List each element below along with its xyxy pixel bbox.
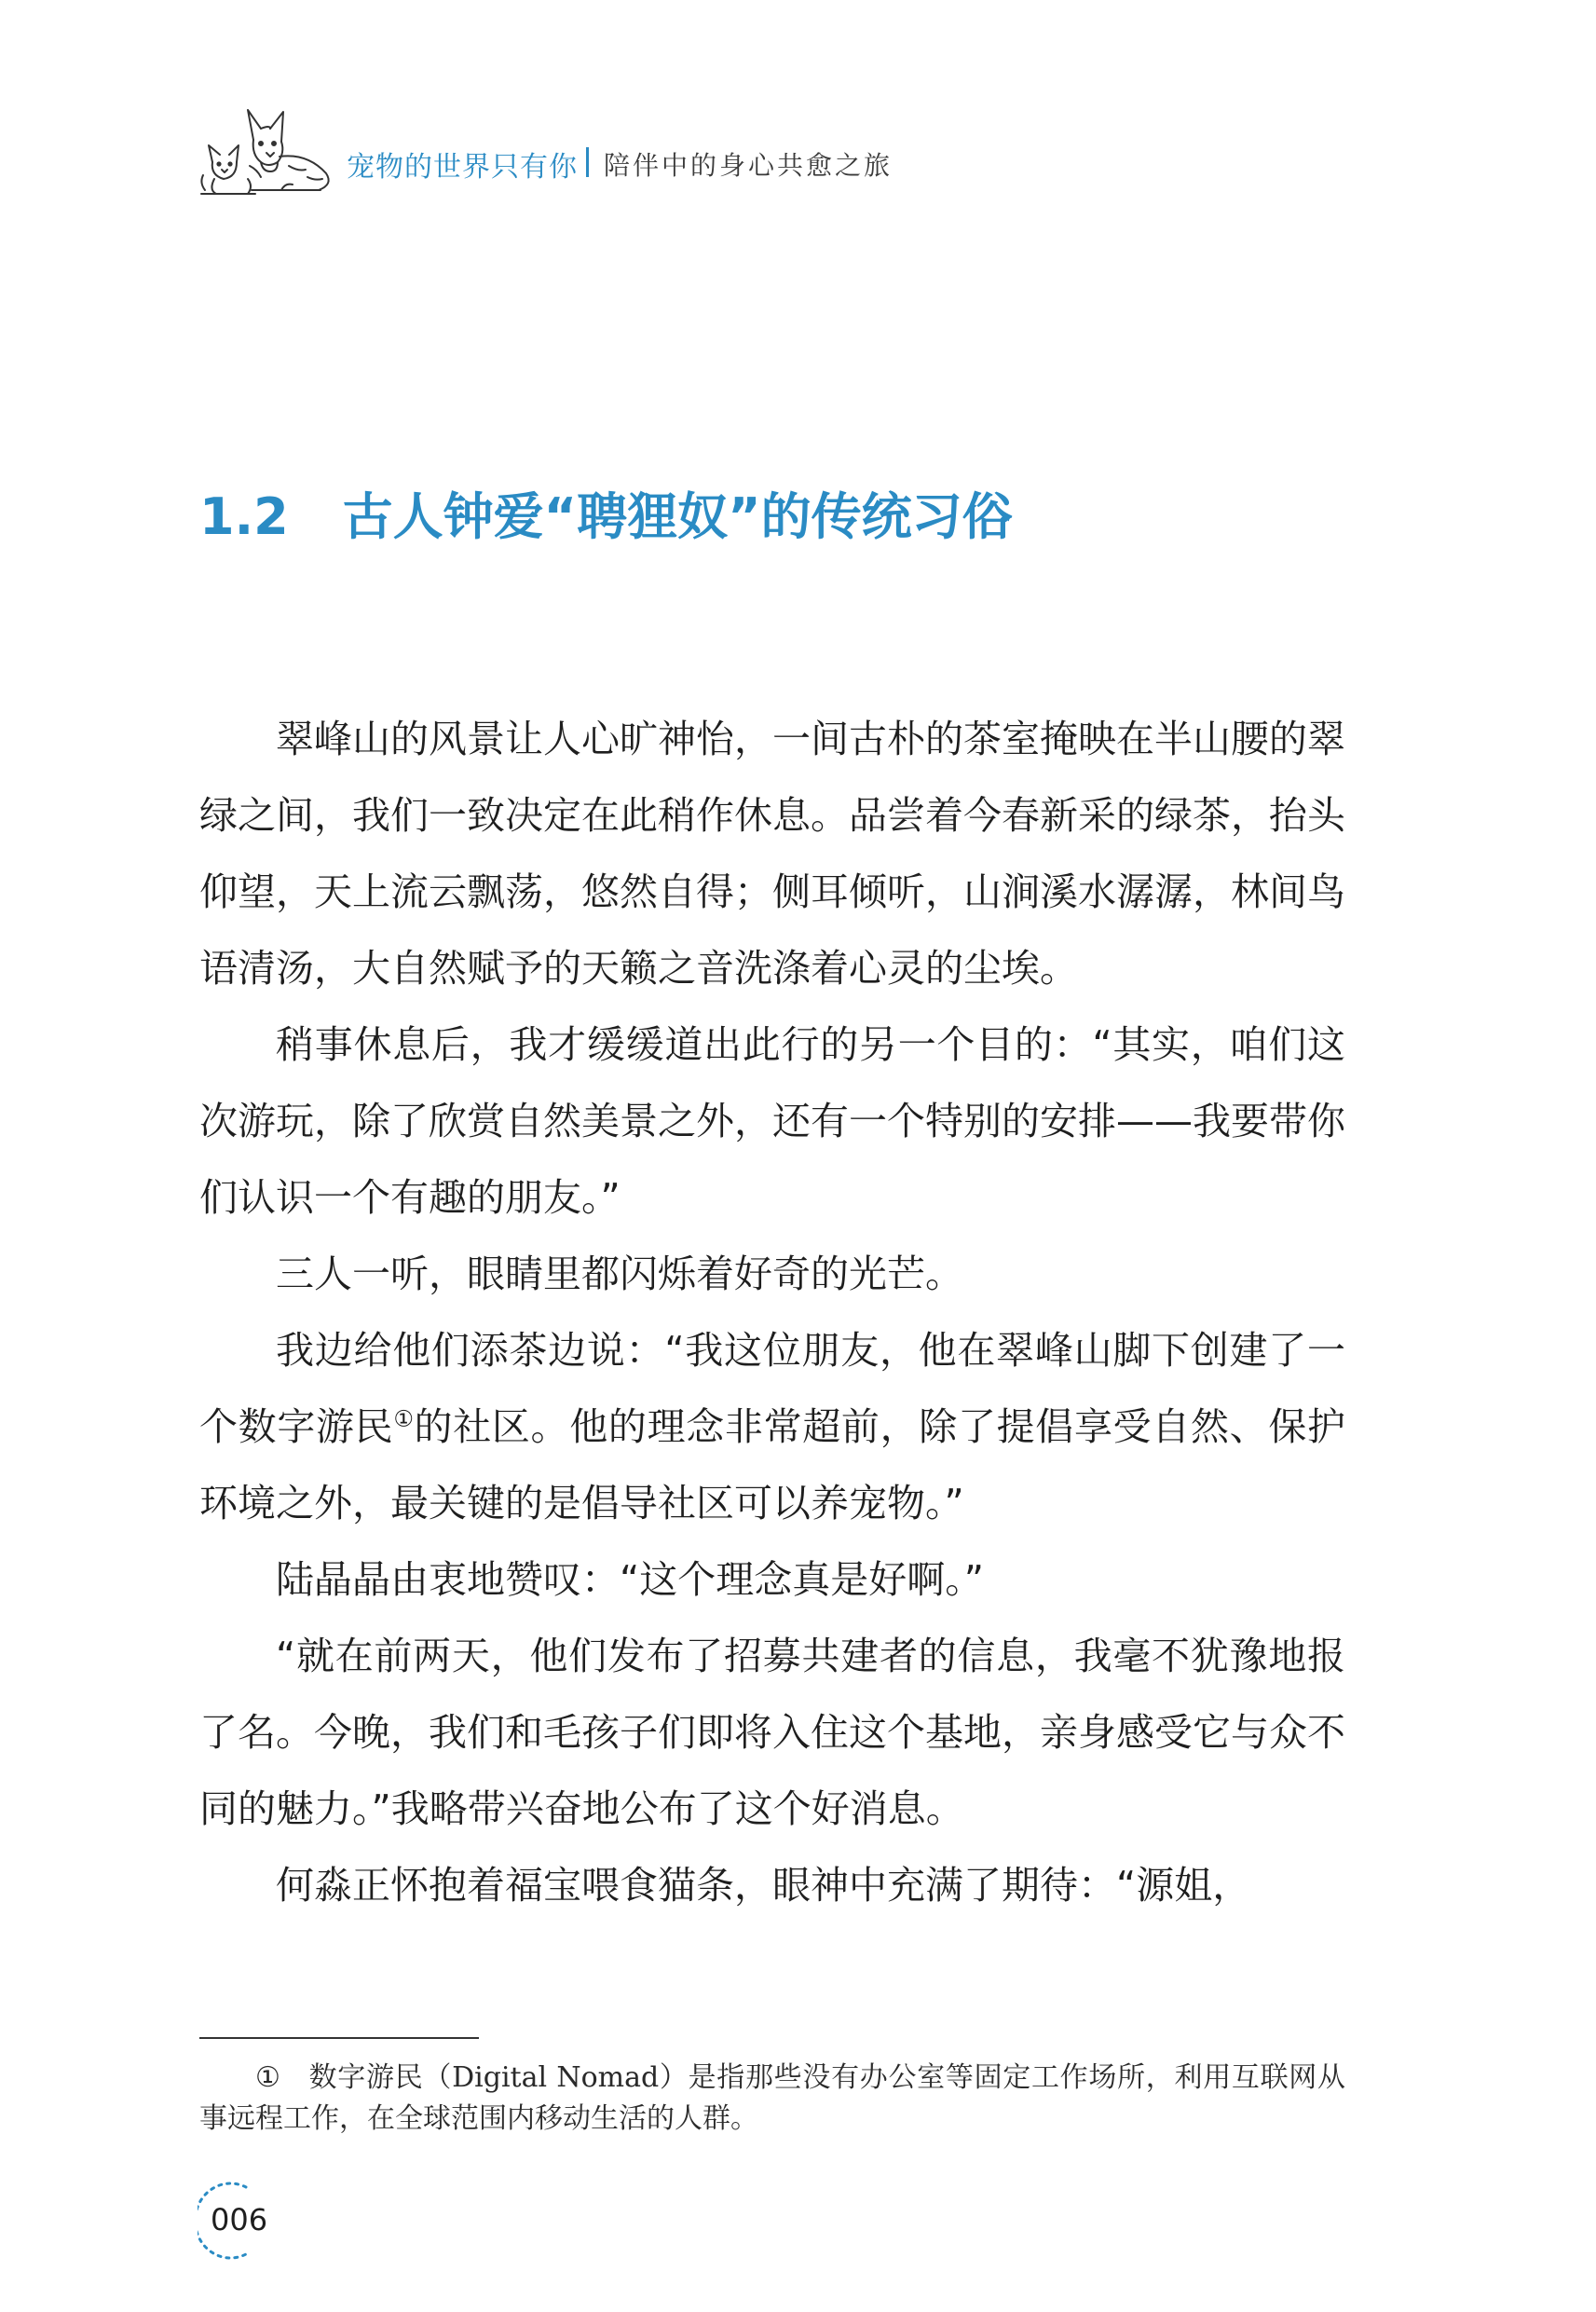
book-title: 宠物的世界只有你 — [347, 151, 578, 184]
body-text — [199, 701, 1345, 1923]
dog-and-cat-illustration-icon — [196, 101, 335, 203]
footnote-reference: ① — [393, 1405, 415, 1432]
running-header — [196, 101, 1034, 203]
page-number: 006 — [211, 2202, 268, 2237]
paragraph — [199, 1312, 1345, 1541]
footnote-text: 数字游民（Digital Nomad）是指那些没有办公室等固定工作场所，利用互联网从事远程工作，在全球范围内移动生活的人群。 — [199, 2061, 1345, 2135]
header-divider — [586, 147, 589, 177]
footnote-divider — [199, 2037, 479, 2039]
book-subtitle: 陪伴中的身心共愈之旅 — [604, 150, 893, 181]
paragraph: “就在前两天，他们发布了招募共建者的信息，我毫不犹豫地报了名。今晚，我们和毛孩子们即将入住这个基地，亲身感受它与众不同的魅力。”我略带兴奋地公布了这个好消息。 — [199, 1634, 1345, 1831]
section-title: 古人钟爱“聘狸奴”的传统习俗 — [342, 487, 1013, 546]
paragraph: 陆晶晶由衷地赞叹：“这个理念真是好啊。” — [276, 1557, 984, 1602]
section-heading — [199, 477, 1013, 549]
paragraph: 稍事休息后，我才缓缓道出此行的另一个目的：“其实，咱们这次游玩，除了欣赏自然美景之外，还有一个特别的安排——我要带你们认识一个有趣的朋友。” — [199, 1022, 1345, 1220]
paragraph: 何淼正怀抱着福宝喂食猫条，眼神中充满了期待：“源姐， — [276, 1863, 1251, 1908]
paragraph: 三人一听，眼睛里都闪烁着好奇的光芒。 — [276, 1252, 963, 1296]
footnote-marker: ① — [255, 2061, 280, 2094]
footnote — [199, 2058, 1345, 2140]
page-number-badge — [198, 2174, 268, 2267]
section-number: 1.2 — [199, 487, 289, 546]
paragraph: 翠峰山的风景让人心旷神怡，一间古朴的茶室掩映在半山腰的翠绿之间，我们一致决定在此稍作休息。品尝着今春新采的绿茶，抬头仰望，天上流云飘荡，悠然自得；侧耳倾听，山涧溪水潺潺，林间鸟语清汤，大自然赋予的天籁之音洗涤着心灵的尘埃。 — [199, 717, 1345, 991]
paragraph-text: 我边给他们添茶边说：“我这位朋友，他在翠峰山脚下创建了一个数字游民 — [199, 1328, 1345, 1449]
paragraph-text: 的社区。他的理念非常超前，除了提倡享受自然、保护环境之外，最关键的是倡导社区可以养宠物。” — [199, 1404, 1345, 1525]
